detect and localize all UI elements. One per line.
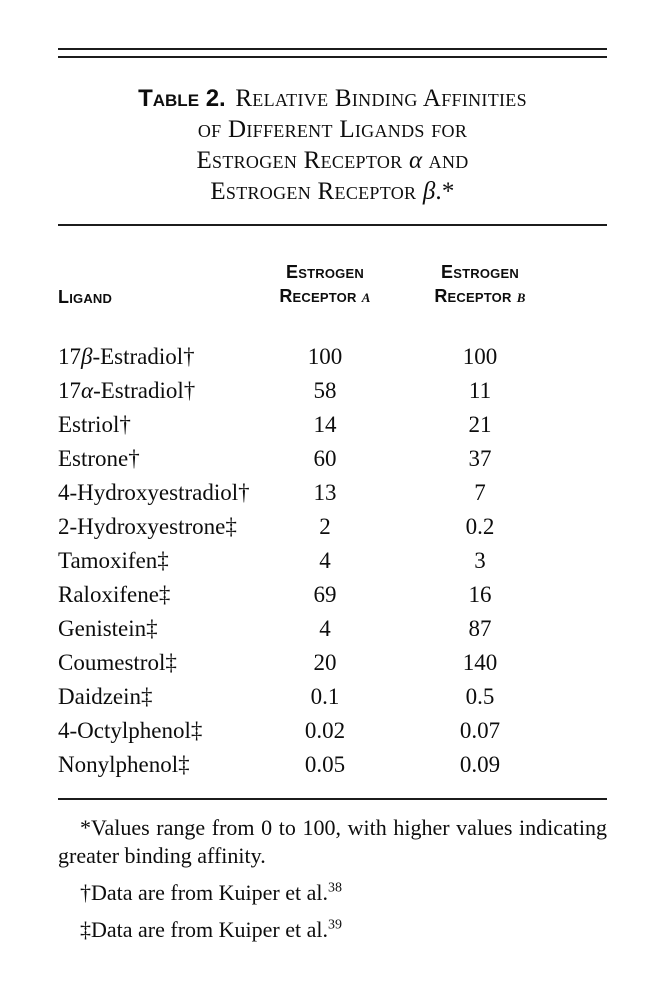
table-content: [58, 48, 607, 944]
ligand-cell: Nonylphenol‡: [58, 752, 190, 777]
er-beta-value: 7: [474, 480, 486, 505]
ligand-cell: Daidzein‡: [58, 684, 153, 709]
table-row: [58, 612, 607, 646]
er-alpha-value: 14: [313, 412, 337, 437]
ligand-cell: Raloxifene‡: [58, 582, 171, 607]
er-beta-value: 16: [468, 582, 492, 607]
er-beta-header-line1: Estrogen: [441, 262, 519, 282]
er-beta-value: 140: [462, 650, 498, 675]
ligand-cell: Coumestrol‡: [58, 650, 177, 675]
er-alpha-value: 13: [313, 480, 337, 505]
column-header-er-beta: [385, 260, 575, 309]
reference-superscript: 39: [328, 917, 342, 933]
er-alpha-header-line1: Estrogen: [286, 262, 364, 282]
table-title-line3: [58, 145, 607, 176]
ligand-cell: 2-Hydroxyestrone‡: [58, 514, 237, 539]
table-row: [58, 646, 607, 680]
ligand-cell: 17α-Estradiol†: [58, 378, 196, 403]
er-beta-value: 37: [468, 446, 492, 471]
er-alpha-value: 69: [313, 582, 337, 607]
table-header-row: [58, 260, 607, 309]
table-row: [58, 442, 607, 476]
table-body: [58, 340, 607, 782]
er-beta-value: 0.2: [465, 514, 495, 539]
er-beta-header-line2: Receptor β: [434, 286, 526, 307]
title-divider-rule: [58, 224, 607, 226]
column-header-ligand: Ligand: [58, 287, 113, 307]
er-beta-value: 11: [468, 378, 492, 403]
footnote-dagger: †Data are from Kuiper et al.$^{38}$: [80, 880, 342, 905]
alpha-symbol: α: [408, 147, 423, 174]
er-beta-value: 0.09: [459, 752, 501, 777]
er-alpha-value: 100: [307, 344, 343, 369]
ligand-cell: Tamoxifen‡: [58, 548, 169, 573]
er-alpha-value: 2: [319, 514, 331, 539]
er-beta-value: 3: [474, 548, 486, 573]
er-alpha-value: 0.02: [304, 718, 346, 743]
top-double-rule: [58, 48, 607, 58]
column-header-er-alpha: [265, 260, 385, 309]
table-title-text3b: and: [422, 147, 469, 174]
ligand-cell: Estrone†: [58, 446, 140, 471]
table-title-text2: of Different Ligands for: [197, 116, 468, 143]
footnote-star: *Values range from 0 to 100, with higher values indicating greater binding affinity.: [58, 815, 607, 868]
table-row: [58, 714, 607, 748]
er-beta-value: 0.07: [459, 718, 501, 743]
table-title-text3: Estrogen Receptor: [196, 147, 409, 174]
alpha-symbol: α: [361, 286, 371, 307]
table-title-text4: Estrogen Receptor: [210, 178, 423, 205]
footnote-double-dagger: ‡Data are from Kuiper et al.$^{39}$: [80, 917, 342, 942]
table-title-line1: [58, 83, 607, 114]
table-row: [58, 374, 607, 408]
table-row: [58, 510, 607, 544]
table-row: [58, 544, 607, 578]
table-row: [58, 578, 607, 612]
beta-symbol: β: [516, 286, 526, 307]
table-row: [58, 476, 607, 510]
table-row: [58, 340, 607, 374]
er-alpha-value: 4: [319, 548, 331, 573]
table-title-line2: [58, 114, 607, 145]
er-alpha-header-line2: Receptor α: [279, 286, 371, 307]
table-label: Table 2.: [138, 85, 226, 112]
table-row: [58, 408, 607, 442]
er-alpha-value: 60: [313, 446, 337, 471]
table-row: [58, 680, 607, 714]
ligand-cell: Estriol†: [58, 412, 131, 437]
table-title-text4b: .*: [435, 178, 455, 205]
beta-symbol: β: [422, 178, 436, 205]
ligand-cell: 4-Octylphenol‡: [58, 718, 203, 743]
footnotes: [58, 814, 607, 944]
er-beta-value: 21: [468, 412, 492, 437]
reference-superscript: 38: [328, 880, 342, 896]
er-alpha-value: 4: [319, 616, 331, 641]
er-beta-value: 0.5: [465, 684, 495, 709]
table-title: [58, 83, 607, 207]
er-alpha-value: 20: [313, 650, 337, 675]
ligand-cell: Genistein‡: [58, 616, 158, 641]
table-row: [58, 748, 607, 782]
er-beta-value: 87: [468, 616, 492, 641]
table-title-line4: [58, 176, 607, 207]
bottom-rule: [58, 798, 607, 800]
er-alpha-value: 0.05: [304, 752, 346, 777]
ligand-cell: 4-Hydroxyestradiol†: [58, 480, 250, 505]
er-alpha-value: 0.1: [310, 684, 340, 709]
table-title-text1: Relative Binding Affinities: [235, 85, 527, 112]
er-alpha-value: 58: [313, 378, 337, 403]
ligand-cell: 17β-Estradiol†: [58, 344, 195, 369]
er-beta-value: 100: [462, 344, 498, 369]
